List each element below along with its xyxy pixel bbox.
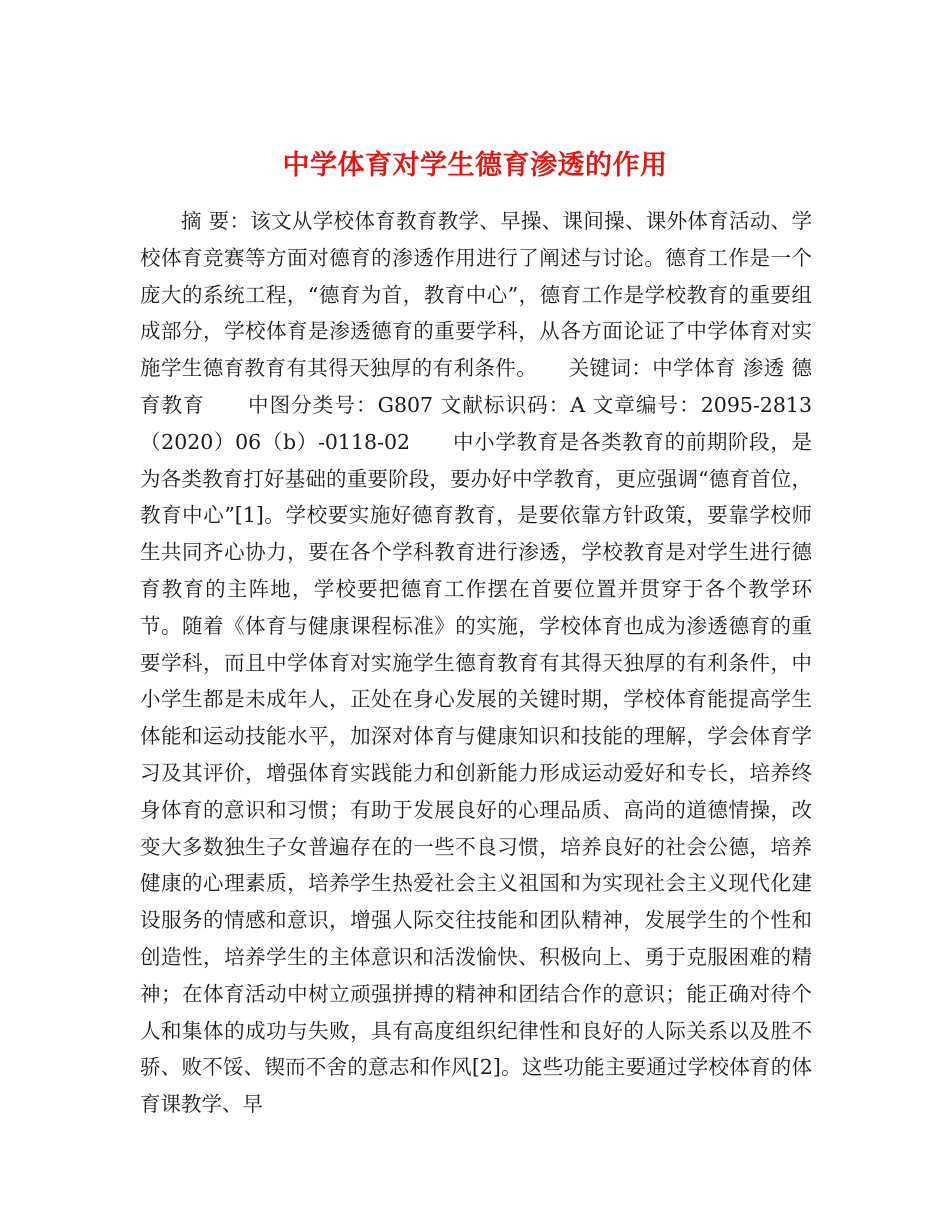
document-body: 摘 要：该文从学校体育教育教学、早操、课间操、课外体育活动、学校体育竞赛等方面对德育的渗透作用进行了阐述与讨论。德育工作是一个庞大的系统工程，“德育为首，教育中心”，德育工作是学校教育的重要组成部分，学校体育是渗透德育的重要学科，从各方面论证了中学体育对实施学生德育教育有其得天独厚的有利条件。 关键词：中学体育 渗透 德育教育 中图分类号：G807 文献标识码：A 文章编号：2095-2813（2020）06（b）-0118-02 中小学教育是各类教育的前期阶段，是为各类教育打好基础的重要阶段，要办好中学教育，更应强调“德育首位，教育中心”[1]。学校要实施好德育教育，是要依靠方针政策，要靠学校师生共同齐心协力，要在各个学科教育进行渗透，学校教育是对学生进行德育教育的主阵地，学校要把德育工作摆在首要位置并贯穿于各个教学环节。随着《体育与健康课程标准》的实施，学校体育也成为渗透德育的重要学科，而且中学体育对实施学生德育教育有其得天独厚的有利条件，中小学生都是未成年人，正处在身心发展的关键时期，学校体育能提高学生体能和运动技能水平，加深对体育与健康知识和技能的理解，学会体育学习及其评价，增强体育实践能力和创新能力形成运动爱好和专长，培养终身体育的意识和习惯；有助于发展良好的心理品质、高尚的道德情操，改变大多数独生子女普遍存在的一些不良习惯，培养良好的社会公德，培养健康的心理素质，培养学生热爱社会主义祖国和为实现社会主义现代化建设服务的情感和意识，增强人际交往技能和团队精神，发展学生的个性和创造性，培养学生的主体意识和活泼愉快、积极向上、勇于克服困难的精神；在体育活动中树立顽强拼搏的精神和团结合作的意识；能正确对待个人和集体的成功与失败，具有高度组织纪律性和良好的人际关系以及胜不骄、败不馁、锲而不舍的意志和作风[2]。这些功能主要通过学校体育的体育课教学、早 [140, 209, 812, 1117]
document-title: 中学体育对学生德育渗透的作用 [282, 150, 668, 182]
